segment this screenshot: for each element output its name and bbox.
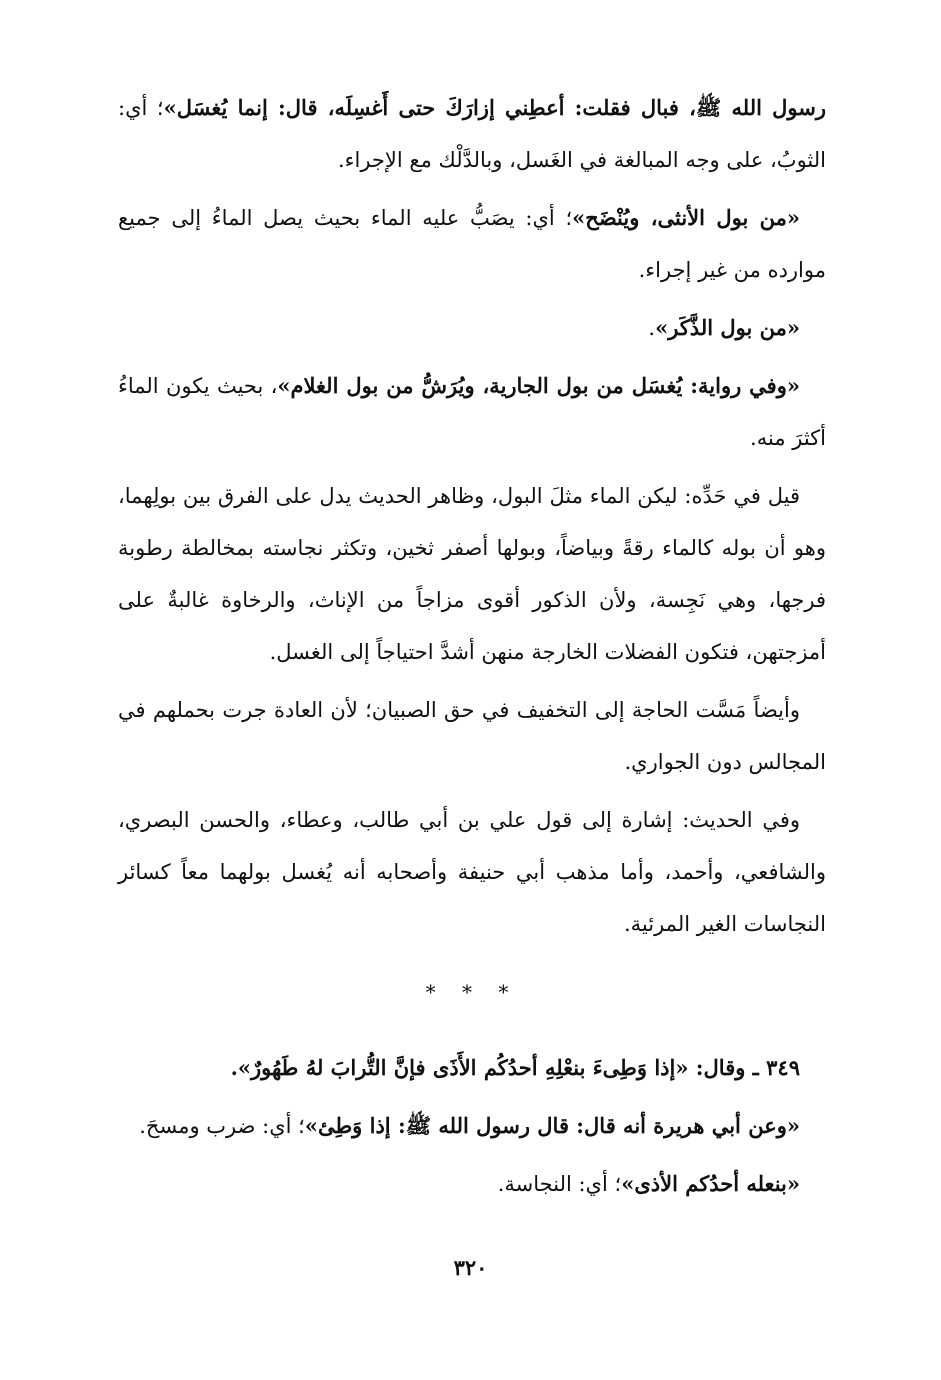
hadith-quote: «من بول الذَّكَر» [655,315,800,340]
hadith-quote: «بنعله أحدُكم الأذى» [621,1171,800,1196]
hadith-quote: «وفي رواية: يُغسَل من بول الجارية، ويُرَشُّ من بول الغلام» [277,373,800,398]
hadith-number: ٣٤٩ [766,1055,800,1080]
paragraph-2 [118,192,826,296]
commentary-text: ؛ أي: يصَبُّ عليه الماء بحيث يصل الماءُ إلى جميع موارده من غير إجراء. [118,206,826,282]
commentary-text: . [648,316,656,340]
hadith-intro: ـ وقال: [688,1055,767,1080]
page-body [118,82,826,1216]
hadith-quote: رسول الله ﷺ، فبال فقلت: أعطِني إزارَكَ حتى أَغسِلَه، قال: إنما يُغسَل» [163,95,827,120]
hadith-quote: «من بول الأنثى، ويُنْضَح» [572,205,800,230]
hadith-quote: «وعن أبي هريرة أنه قال: قال رسول الله ﷺ: إذا وَطِئ» [304,1113,800,1138]
page-number: ٣٢٠ [453,1255,488,1280]
commentary-text: ؛ أي: النجاسة. [497,1172,622,1196]
paragraph-6 [118,684,826,788]
commentary-text: قيل في حَدِّه: ليكن الماء مثلَ البول، وظاهر الحديث يدل على الفرق بين بولِهما، وهو أن بوله كالماء رقةً وبياضاً، وبولها أصفر ثخين، وتكثر نجاسته بمخالطة رطوبة فرجها، وهي نَجِسة، ولأن الذكور أقوى مزاجاً من الإناث، والرخاوة غالبةٌ على أمزجتهن، فتكون الفضلات الخارجة منهن أشدَّ احتياجاً إلى الغسل. [118,484,826,664]
hadith-end: . [230,1055,238,1080]
paragraph-9 [118,1158,826,1210]
hadith-heading [118,1042,826,1094]
paragraph-8 [118,1100,826,1152]
section-divider: * * * [425,980,519,1004]
paragraph-1 [118,82,826,186]
paragraph-7 [118,794,826,950]
paragraph-5 [118,470,826,678]
commentary-text: ؛ أي: ضرب ومسحَ. [139,1114,305,1138]
commentary-text: وأيضاً مَسَّت الحاجة إلى التخفيف في حق الصبيان؛ لأن العادة جرت بحملهم في المجالس دون الجواري. [118,698,826,774]
commentary-text: وفي الحديث: إشارة إلى قول علي بن أبي طالب، وعطاء، والحسن البصري، والشافعي، وأحمد، وأما مذهب أبي حنيفة وأصحابه أنه يُغسل بولهما معاً كسائر النجاسات الغير المرئية. [118,808,826,936]
commentary-text: ، بحيث يكون الماءُ أكثرَ منه. [118,374,826,450]
hadith-text: «إذا وَطِىءَ بنعْلِهِ أحدُكُم الأَذَى فإنَّ التُّرابَ لهُ طَهُورٌ» [237,1055,689,1080]
paragraph-4 [118,360,826,464]
commentary-text: ؛ أي: الثوبُ، على وجه المبالغة في الغَسل، وبالدَّلْك مع الإجراء. [118,96,826,172]
paragraph-3 [118,302,826,354]
